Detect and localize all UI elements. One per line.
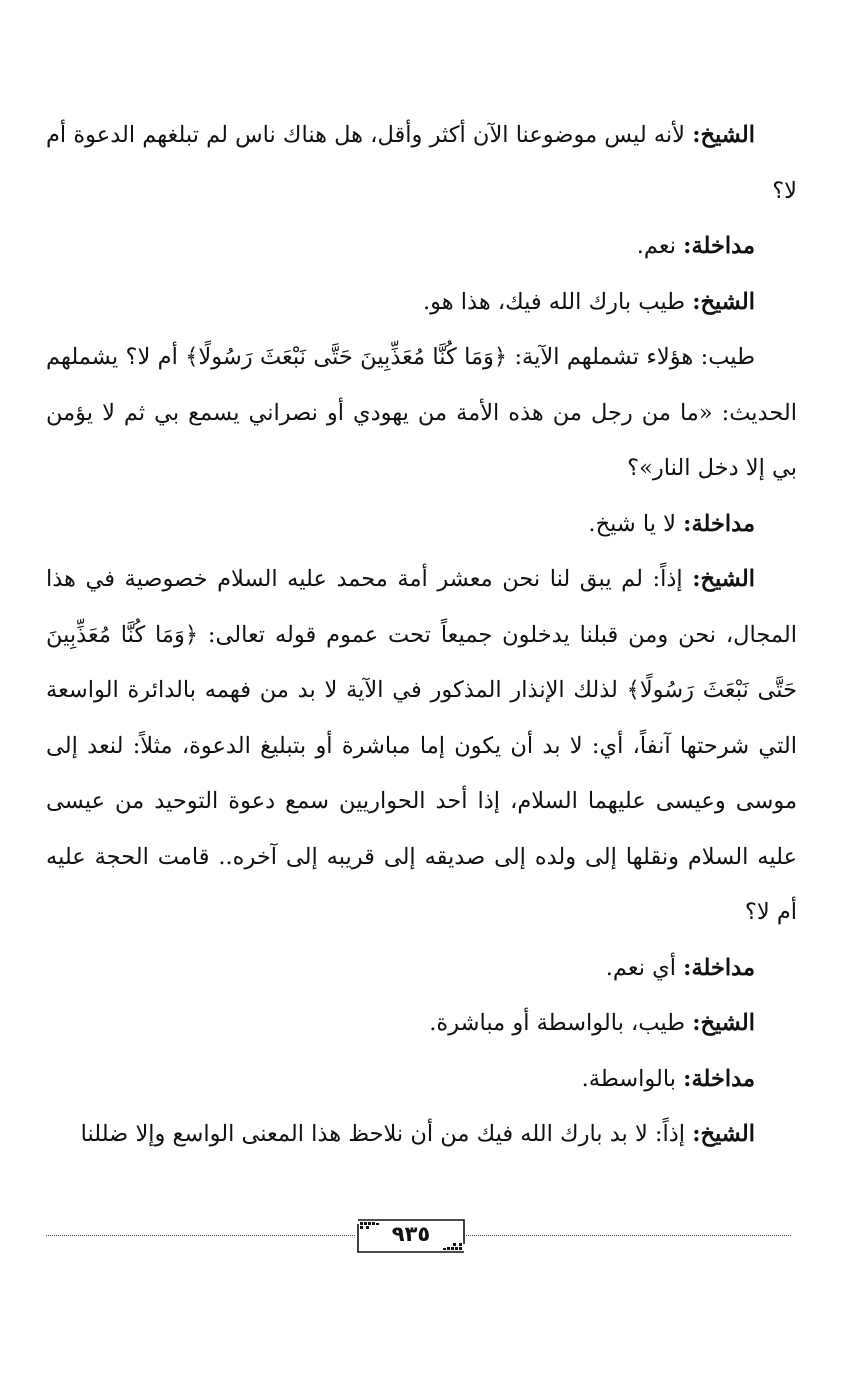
paragraph-text: إذاً: لم يبق لنا نحن معشر أمة محمد عليه السلام خصوصية في هذا المجال، نحن ومن قبلنا يدخلون جميعاً تحت عموم قوله تعالى: ﴿وَمَا كُنَّا مُعَذِّبِينَ حَتَّى نَبْعَثَ رَسُولًا﴾ لذلك الإنذار المذكور في الآية لا بد من فهمه بالدائرة الواسعة التي شرحتها آنفاً، أي: لا بد أن يكون إما مباشرة أو بتبليغ الدعوة، مثلاً: لنعد إلى موسى وعيسى عليهما السلام، إذا أحد الحواريين سمع دعوة التوحيد من عيسى عليه السلام ونقلها إلى ولده إلى صديقه إلى قريبه إلى آخره.. قامت الحجة عليه أم لا؟: [46, 566, 797, 925]
paragraph-text: طيب بارك الله فيك، هذا هو.: [423, 288, 693, 315]
speaker-label: مداخلة:: [683, 1065, 755, 1092]
paragraph-7: [46, 941, 797, 997]
paragraph-1: [46, 108, 797, 219]
speaker-label: الشيخ:: [692, 288, 755, 315]
paragraph-text: إذاً: لا بد بارك الله فيك من أن نلاحظ هذا المعنى الواسع وإلا ضللنا: [80, 1121, 693, 1147]
speaker-label: الشيخ:: [692, 1010, 755, 1036]
paragraph-9: [46, 1052, 797, 1108]
page-body: [46, 108, 797, 1163]
speaker-label: الشيخ:: [692, 1121, 755, 1147]
page-number-ornament: [356, 1218, 466, 1254]
paragraph-text: لأنه ليس موضوعنا الآن أكثر وأقل، هل هناك ناس لم تبلغهم الدعوة أم لا؟: [46, 122, 797, 204]
speaker-label: مداخلة:: [683, 510, 755, 537]
paragraph-text: بالواسطة.: [581, 1065, 684, 1092]
paragraph-text: نعم.: [636, 233, 684, 259]
speaker-label: الشيخ:: [692, 566, 755, 592]
speaker-label: مداخلة:: [683, 233, 755, 259]
paragraph-text: لا يا شيخ.: [588, 510, 684, 537]
paragraph-5: [46, 497, 797, 553]
paragraph-2: [46, 219, 797, 275]
paragraph-text: طيب: هؤلاء تشملهم الآية: ﴿وَمَا كُنَّا مُعَذِّبِينَ حَتَّى نَبْعَثَ رَسُولًا﴾ أم لا؟ يشملهم الحديث: «ما من رجل من هذه الأمة من يهودي أو نصراني يسمع بي ثم لا يؤمن بي إلا دخل النار»؟: [46, 344, 797, 481]
page-number: ٩٣٥: [391, 1222, 431, 1246]
paragraph-3: [46, 275, 797, 331]
paragraph-10: [46, 1107, 797, 1163]
paragraph-text: طيب، بالواسطة أو مباشرة.: [429, 1010, 693, 1036]
speaker-label: مداخلة:: [683, 954, 755, 981]
paragraph-text: أي نعم.: [605, 954, 684, 981]
paragraph-6: [46, 552, 797, 941]
paragraph-8: [46, 996, 797, 1052]
paragraph-4: [46, 330, 797, 497]
speaker-label: الشيخ:: [692, 122, 755, 148]
